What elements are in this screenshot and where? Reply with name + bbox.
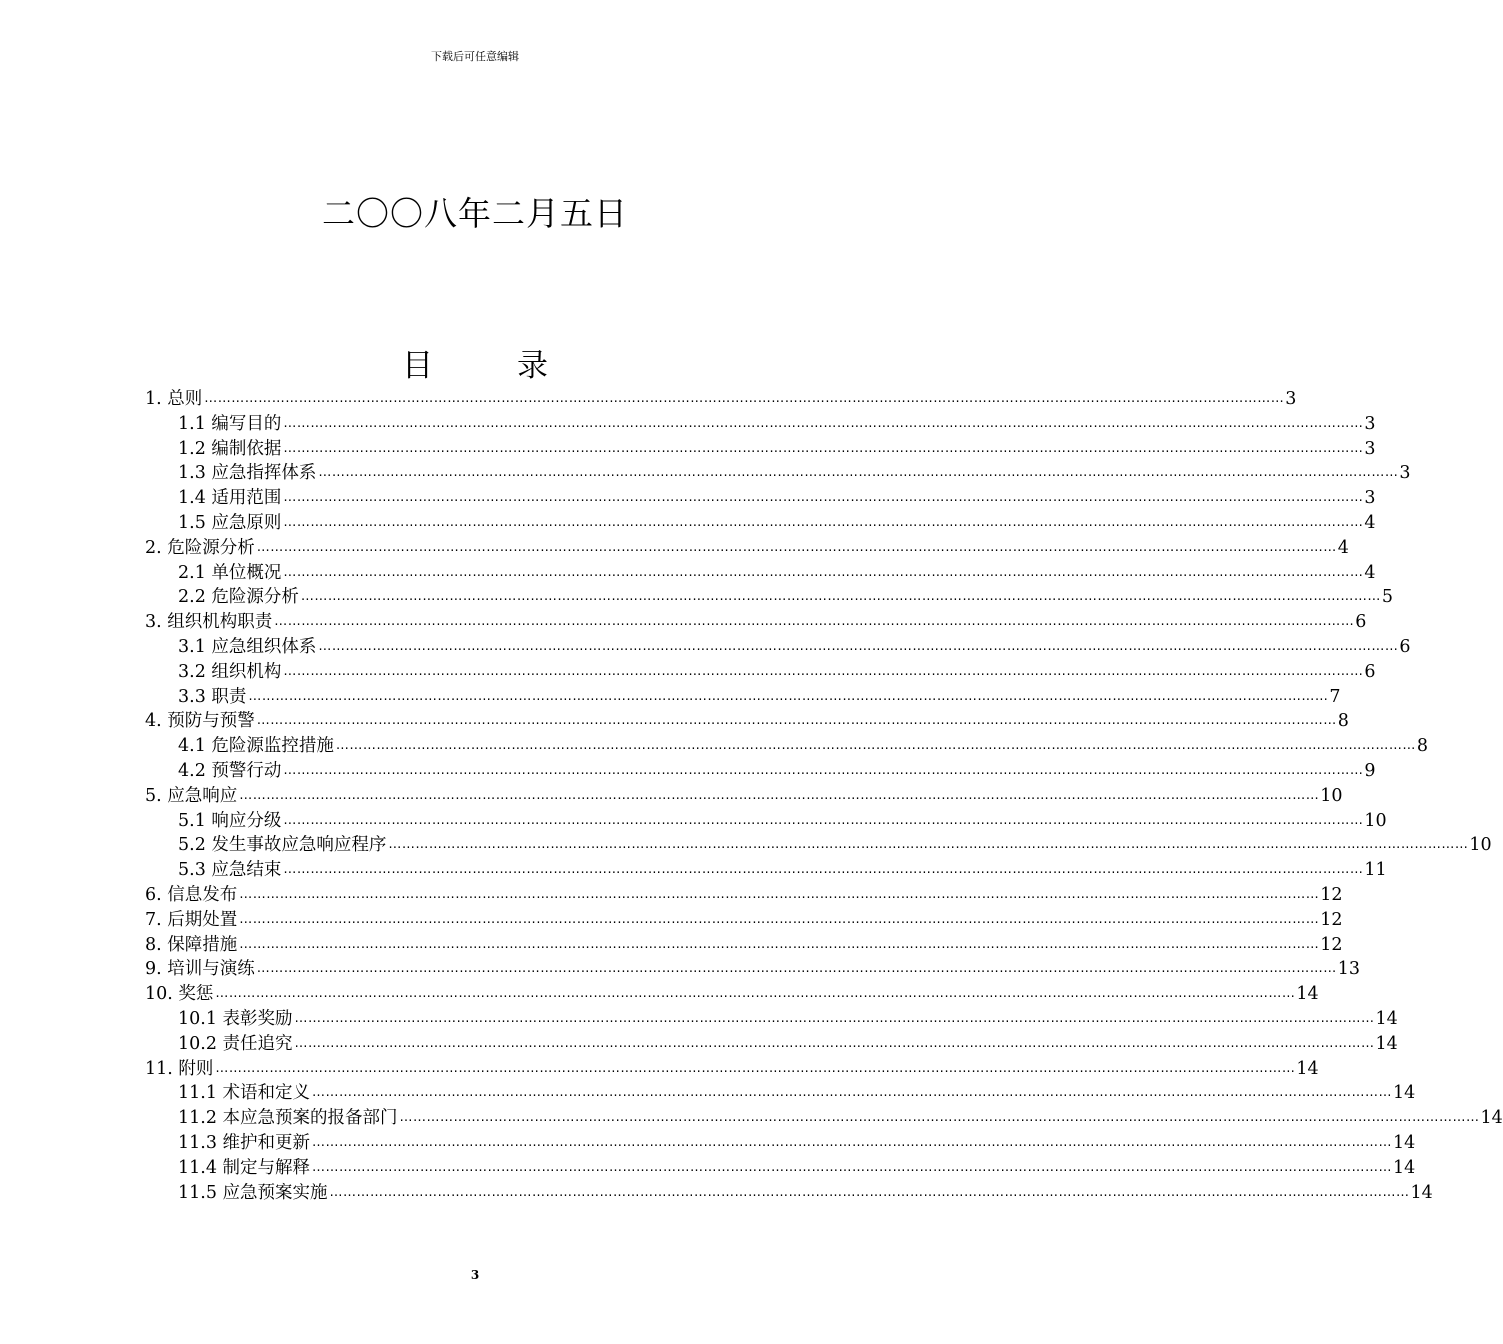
toc-entry[interactable] [178, 858, 1387, 883]
toc-leader-dots: …………………………………………………………………………………………………………………………………………………………………………………………………………………… [239, 911, 1320, 927]
toc-entry-page: 14 [1375, 1009, 1398, 1029]
toc-entry[interactable] [178, 660, 1376, 685]
toc-leader-dots: …………………………………………………………………………………………………………………………………………………………………………………………………………………… [239, 787, 1320, 803]
toc-entry-page: 14 [1393, 1157, 1416, 1178]
toc-entry[interactable] [178, 685, 1341, 710]
toc-entry[interactable] [178, 1081, 1416, 1106]
toc-entry[interactable] [178, 1131, 1416, 1156]
toc-leader-dots: …………………………………………………………………………………………………………………………………………………………………………………………………………………… [300, 589, 1381, 605]
toc-leader-dots: …………………………………………………………………………………………………………………………………………………………………………………………………………………… [215, 1060, 1296, 1076]
toc-entry-label: 5. 应急响应 [145, 785, 238, 806]
toc-entry-page: 12 [1320, 909, 1343, 930]
toc-entry-page: 10 [1320, 785, 1343, 806]
toc-entry[interactable] [178, 1156, 1416, 1181]
toc-entry-label: 10.2 责任追究 [178, 1033, 293, 1054]
toc-entry[interactable] [178, 511, 1376, 536]
toc-entry[interactable] [178, 1007, 1398, 1032]
page-header-note: 下载后可任意编辑 [431, 50, 519, 63]
toc-entry-page: 6 [1355, 612, 1367, 633]
toc-entry-label: 11.2 本应急预案的报备部门 [178, 1108, 398, 1129]
toc-entry-label: 8. 保障措施 [145, 934, 238, 955]
toc-entry-label: 3.1 应急组织体系 [178, 637, 317, 657]
toc-entry-label: 11. 附则 [145, 1058, 214, 1079]
toc-entry-label: 4. 预防与预警 [145, 711, 255, 732]
toc-entry-label: 11.5 应急预案实施 [178, 1182, 328, 1203]
toc-entry-label: 5.1 响应分级 [178, 810, 282, 831]
toc-leader-dots: …………………………………………………………………………………………………………………………………………………………………………………………………………………… [283, 564, 1364, 580]
toc-entry[interactable] [178, 412, 1376, 437]
toc-entry[interactable] [178, 1032, 1398, 1057]
toc-leader-dots: …………………………………………………………………………………………………………………………………………………………………………………………………………………… [312, 1159, 1393, 1175]
toc-leader-dots: …………………………………………………………………………………………………………………………………………………………………………………………………………………… [256, 961, 1337, 977]
toc-leader-dots: …………………………………………………………………………………………………………………………………………………………………………………………………………………… [335, 738, 1416, 754]
toc-entry-page: 7 [1329, 686, 1341, 707]
toc-entry-label: 5.3 应急结束 [178, 860, 282, 881]
toc-leader-dots: …………………………………………………………………………………………………………………………………………………………………………………………………………………… [215, 986, 1296, 1002]
toc-entry-label: 2.1 单位概况 [178, 562, 282, 583]
toc-entry-page: 8 [1416, 736, 1429, 757]
toc-entry-label: 4.1 危险源监控措施 [178, 736, 334, 757]
toc-entry-label: 6. 信息发布 [145, 885, 238, 905]
toc-entry[interactable] [178, 759, 1376, 784]
toc-entry-page: 3 [1364, 413, 1376, 434]
toc-entry-label: 3.2 组织机构 [178, 661, 282, 682]
toc-entry[interactable] [145, 957, 1361, 982]
toc-entry-label: 1.4 适用范围 [178, 488, 282, 509]
toc-leader-dots: …………………………………………………………………………………………………………………………………………………………………………………………………………………… [283, 763, 1364, 778]
toc-entry[interactable] [178, 635, 1411, 660]
toc-entry-page: 3 [1364, 488, 1376, 509]
toc-entry-label: 1.5 应急原则 [178, 513, 282, 533]
toc-leader-dots: …………………………………………………………………………………………………………………………………………………………………………………………………………………… [329, 1184, 1410, 1200]
toc-leader-dots: …………………………………………………………………………………………………………………………………………………………………………………………………………………… [294, 1011, 1375, 1026]
toc-entry[interactable] [178, 561, 1376, 586]
toc-entry-label: 10. 奖惩 [145, 984, 214, 1005]
toc-leader-dots: …………………………………………………………………………………………………………………………………………………………………………………………………………………… [283, 440, 1364, 456]
toc-leader-dots: …………………………………………………………………………………………………………………………………………………………………………………………………………………… [294, 1035, 1375, 1051]
toc-leader-dots: …………………………………………………………………………………………………………………………………………………………………………………………………………………… [283, 862, 1364, 878]
toc-leader-dots: …………………………………………………………………………………………………………………………………………………………………………………………………………………… [283, 515, 1364, 530]
page-number: 3 [470, 1268, 480, 1282]
toc-leader-dots: …………………………………………………………………………………………………………………………………………………………………………………………………………………… [283, 415, 1364, 431]
toc-entry-label: 3.3 职责 [178, 686, 247, 707]
toc-entry-page: 14 [1296, 1058, 1319, 1079]
toc-entry-label: 11.3 维护和更新 [178, 1133, 311, 1153]
toc-entry-page: 11 [1364, 860, 1387, 881]
toc-entry-page: 3 [1364, 438, 1376, 459]
toc-entry-page: 14 [1410, 1182, 1433, 1203]
toc-entry[interactable] [178, 461, 1411, 486]
toc-entry[interactable] [178, 585, 1394, 610]
toc-entry-label: 1.2 编制依据 [178, 438, 282, 459]
toc-entry-label: 2. 危险源分析 [145, 537, 255, 558]
toc-entry[interactable] [145, 610, 1367, 635]
toc-entry-label: 5.2 发生事故应急响应程序 [178, 835, 387, 856]
toc-leader-dots: …………………………………………………………………………………………………………………………………………………………………………………………………………………… [256, 713, 1337, 729]
toc-entry-page: 10 [1469, 835, 1492, 856]
toc-entry-page: 14 [1393, 1083, 1416, 1104]
toc-entry[interactable] [145, 387, 1297, 412]
toc-leader-dots: …………………………………………………………………………………………………………………………………………………………………………………………………………………… [239, 887, 1320, 902]
toc-leader-dots: …………………………………………………………………………………………………………………………………………………………………………………………………………………… [283, 490, 1364, 506]
toc-entry-page: 4 [1337, 537, 1349, 558]
toc-entry-page: 6 [1364, 661, 1376, 682]
toc-entry[interactable] [178, 1106, 1503, 1131]
toc-leader-dots: …………………………………………………………………………………………………………………………………………………………………………………………………………………… [388, 837, 1469, 853]
toc-entry[interactable] [145, 784, 1343, 809]
toc-entry[interactable] [145, 982, 1319, 1007]
toc-entry[interactable] [178, 809, 1387, 834]
toc-entry-page: 10 [1364, 810, 1387, 831]
toc-entry[interactable] [145, 1057, 1319, 1082]
toc-entry-page: 12 [1320, 934, 1343, 955]
toc-title-left: 目 [402, 348, 433, 384]
toc-entry-label: 2.2 危险源分析 [178, 587, 299, 608]
toc-entry-page: 13 [1337, 959, 1361, 980]
toc-entry-label: 11.4 制定与解释 [178, 1157, 311, 1178]
toc-leader-dots: …………………………………………………………………………………………………………………………………………………………………………………………………………………… [318, 465, 1399, 481]
toc-entry-page: 6 [1399, 637, 1411, 657]
toc-leader-dots: …………………………………………………………………………………………………………………………………………………………………………………………………………………… [283, 663, 1364, 679]
toc-entry-page: 14 [1393, 1133, 1416, 1153]
toc-entry-label: 3. 组织机构职责 [145, 612, 273, 633]
toc-leader-dots: …………………………………………………………………………………………………………………………………………………………………………………………………………………… [248, 688, 1329, 704]
toc-entry-page: 4 [1364, 513, 1376, 533]
toc-entry-label: 1.3 应急指挥体系 [178, 463, 317, 484]
toc-entry-page: 14 [1480, 1108, 1503, 1129]
document-date: 二〇〇八年二月五日 [322, 194, 628, 233]
toc-entry[interactable] [178, 734, 1429, 759]
toc-entry-page: 8 [1337, 711, 1349, 732]
toc-entry-page: 9 [1364, 761, 1376, 781]
toc-leader-dots: …………………………………………………………………………………………………………………………………………………………………………………………………………………… [239, 936, 1320, 952]
toc-leader-dots: …………………………………………………………………………………………………………………………………………………………………………………………………………………… [399, 1110, 1480, 1126]
toc-entry[interactable] [178, 486, 1376, 511]
toc-leader-dots: …………………………………………………………………………………………………………………………………………………………………………………………………………………… [312, 1135, 1393, 1150]
toc-entry-page: 5 [1381, 587, 1394, 608]
toc-entry[interactable] [178, 1181, 1433, 1206]
toc-leader-dots: …………………………………………………………………………………………………………………………………………………………………………………………………………………… [283, 812, 1364, 828]
toc-title-right: 录 [517, 348, 548, 384]
toc-entry-page: 12 [1320, 885, 1343, 905]
toc-entry-label: 1. 总则 [145, 389, 203, 409]
toc-entry[interactable] [145, 883, 1343, 908]
toc-entry-page: 3 [1285, 389, 1297, 409]
toc-leader-dots: …………………………………………………………………………………………………………………………………………………………………………………………………………………… [312, 1085, 1393, 1101]
toc-entry-label: 9. 培训与演练 [145, 959, 255, 980]
toc-entry-label: 10.1 表彰奖励 [178, 1009, 293, 1029]
toc-leader-dots: …………………………………………………………………………………………………………………………………………………………………………………………………………………… [256, 539, 1337, 555]
toc-entry-label: 1.1 编写目的 [178, 413, 282, 434]
toc-entry[interactable] [145, 536, 1349, 561]
toc-leader-dots: …………………………………………………………………………………………………………………………………………………………………………………………………………………… [318, 639, 1399, 654]
toc-entry-page: 4 [1364, 562, 1376, 583]
toc-entry-page: 3 [1399, 463, 1411, 484]
toc-entry[interactable] [178, 437, 1376, 462]
toc-entry-page: 14 [1296, 984, 1319, 1005]
toc-leader-dots: …………………………………………………………………………………………………………………………………………………………………………………………………………………… [204, 391, 1285, 406]
toc-title [0, 340, 950, 385]
toc-entry-label: 11.1 术语和定义 [178, 1083, 311, 1104]
toc-entry-page: 14 [1375, 1033, 1398, 1054]
toc-entry-label: 7. 后期处置 [145, 909, 238, 930]
toc-entry-label: 4.2 预警行动 [178, 761, 282, 781]
toc-leader-dots: …………………………………………………………………………………………………………………………………………………………………………………………………………………… [274, 614, 1355, 630]
toc-entry[interactable] [178, 833, 1492, 858]
toc-entry[interactable] [145, 908, 1343, 933]
toc-entry[interactable] [145, 933, 1343, 958]
toc-entry[interactable] [145, 709, 1349, 734]
